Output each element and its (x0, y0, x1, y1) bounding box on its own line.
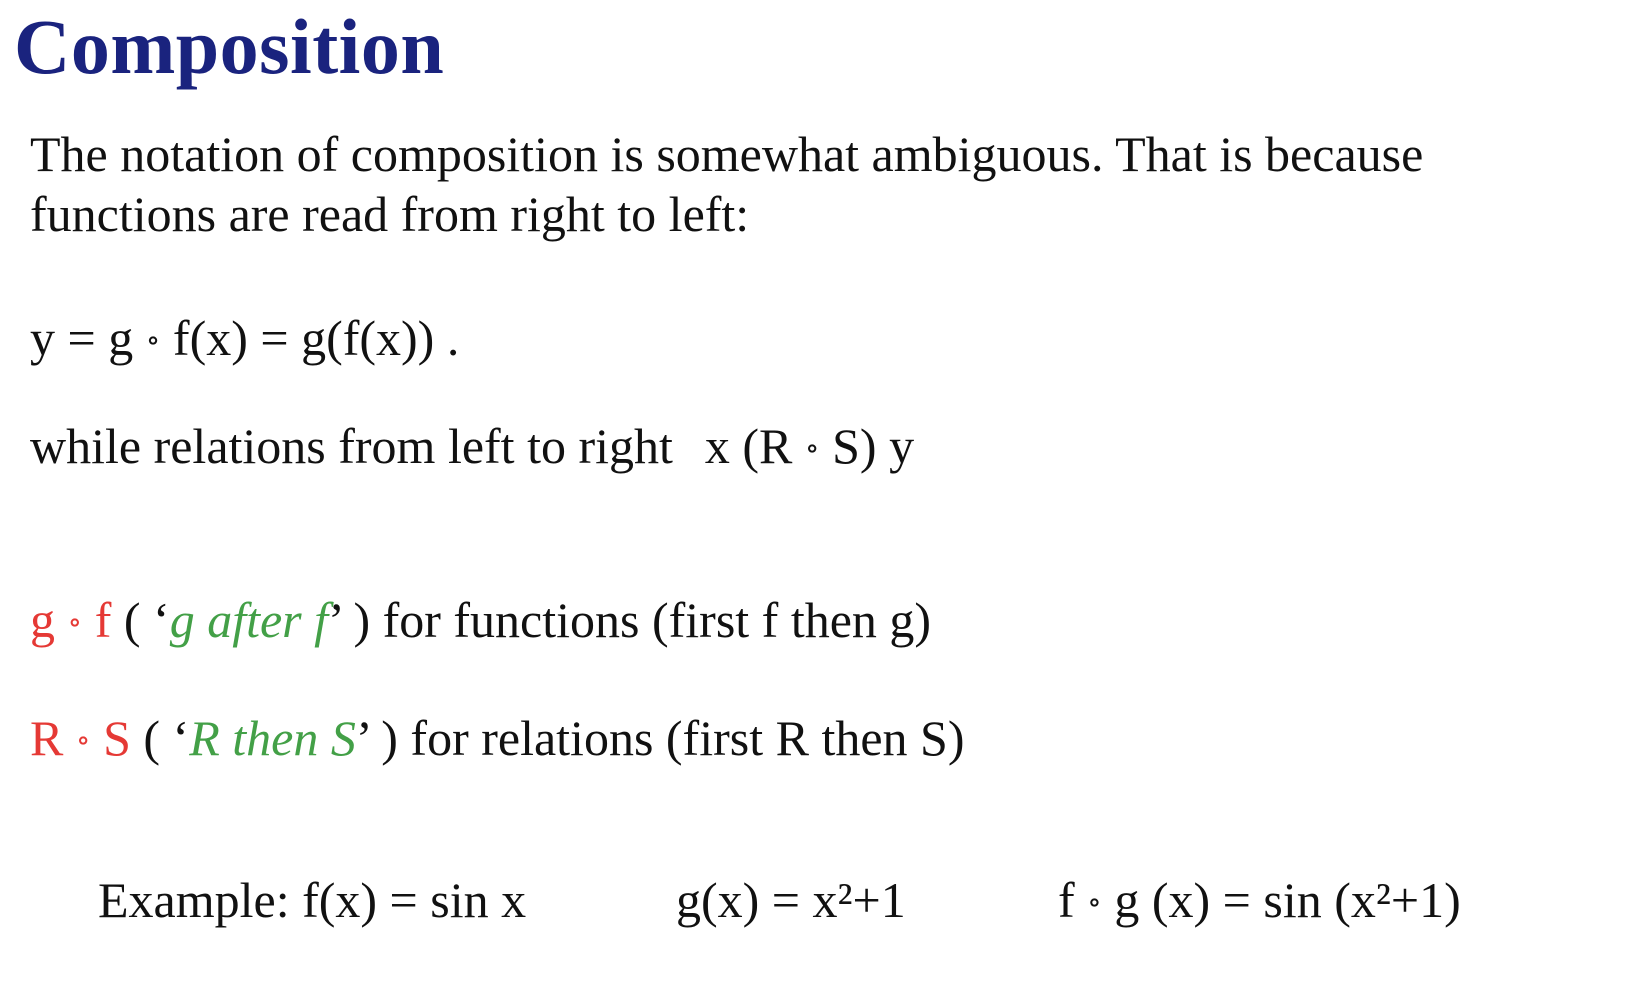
fn-f: f (82, 592, 112, 648)
relations-statement (30, 416, 914, 479)
composition-equation (30, 308, 459, 371)
intro-paragraph (30, 124, 1423, 244)
fn-open: ( ‘ (111, 592, 170, 648)
compose-operator: ∘ (75, 724, 91, 757)
compose-operator: ∘ (804, 432, 820, 465)
rel-close: ’ ) for relations (first R then S) (355, 710, 965, 766)
page-title: Composition (14, 3, 445, 90)
rel-r: R (30, 710, 76, 766)
example-comp-b: g (x) = sin (x²+1) (1101, 872, 1461, 928)
rel-s: S (90, 710, 131, 766)
equation-rhs: f(x) = g(f(x)) . (160, 310, 460, 366)
relations-expr-b: S) y (819, 418, 915, 474)
example-f-definition: Example: f(x) = sin x (98, 872, 527, 928)
example-g-definition: g(x) = x²+1 (676, 872, 906, 928)
compose-operator: ∘ (145, 324, 161, 357)
rel-open: ( ‘ (130, 710, 190, 766)
relation-composition-line (30, 708, 965, 771)
relations-expr-a: x (R (704, 418, 805, 474)
intro-line-2: functions are read from right to left: (30, 186, 750, 242)
relations-text: while relations from left to right (30, 418, 673, 474)
fn-g: g (30, 592, 68, 648)
compose-operator: ∘ (67, 606, 83, 639)
fn-close: ’ ) for functions (first f then g) (328, 592, 932, 648)
example-comp-a: f (1058, 872, 1088, 928)
example-composition (1058, 870, 1461, 933)
equation-lhs: y = g (30, 310, 146, 366)
rel-quote: R then S (189, 710, 356, 766)
intro-line-1: The notation of composition is somewhat ambiguous. That is because (30, 126, 1424, 182)
function-composition-line (30, 590, 931, 653)
fn-quote: g after f (169, 592, 329, 648)
compose-operator: ∘ (1087, 886, 1102, 919)
